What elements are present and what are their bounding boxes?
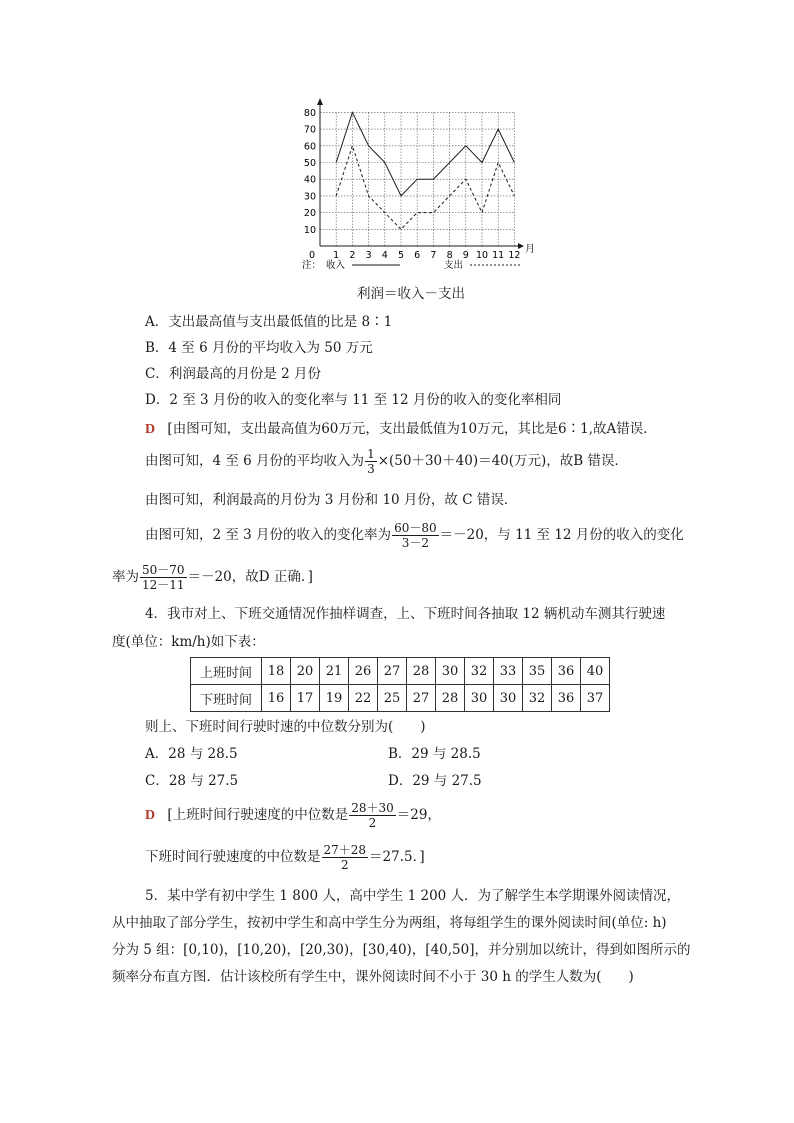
q4-stem-line-2: 度(单位：km/h)如下表： bbox=[112, 634, 265, 650]
q4-option-a: A．28 与 28.5 bbox=[145, 746, 238, 762]
x-tick-label: 9 bbox=[462, 250, 469, 261]
table-cell: 36 bbox=[552, 658, 581, 685]
table-cell: 22 bbox=[349, 685, 378, 712]
x-tick-label: 11 bbox=[492, 250, 505, 261]
table-cell: 33 bbox=[494, 658, 523, 685]
y-tick-label: 50 bbox=[303, 158, 316, 169]
chart-series bbox=[336, 112, 514, 229]
y-axis-arrow bbox=[317, 98, 323, 105]
table-cell: 25 bbox=[378, 685, 407, 712]
table-cell: 19 bbox=[320, 685, 349, 712]
table-cell: 30 bbox=[465, 685, 494, 712]
legend-expense-label: 支出 bbox=[444, 260, 464, 271]
legend-prefix: 注： bbox=[302, 260, 322, 271]
y-tick-label: 10 bbox=[303, 224, 316, 236]
q3-solution-line-3: 由图可知，利润最高的月份为 3 月份和 10 月份，故 C 错误． bbox=[145, 492, 518, 508]
x-tick-label: 4 bbox=[381, 250, 388, 261]
row-header: 下班时间 bbox=[191, 685, 262, 712]
table-cell: 28 bbox=[407, 658, 436, 685]
x-axis-arrow bbox=[518, 243, 524, 249]
q5-line-2: 从中抽取了部分学生，按初中学生和高中学生分为两组，将每组学生的课外阅读时间(单位: h) bbox=[112, 915, 667, 931]
q4-option-c: C．28 与 27.5 bbox=[145, 773, 239, 789]
x-axis-label: 月 bbox=[525, 244, 535, 255]
y-tick-label: 70 bbox=[303, 124, 316, 136]
q3-option-c: C．利润最高的月份是 2 月份 bbox=[145, 366, 322, 382]
x-tick-label: 12 bbox=[508, 250, 521, 261]
q3-answer: D bbox=[145, 422, 156, 437]
table-cell: 37 bbox=[581, 685, 610, 712]
table-cell: 20 bbox=[291, 658, 320, 685]
table-cell: 27 bbox=[407, 685, 436, 712]
table-cell: 30 bbox=[494, 685, 523, 712]
y-tick-labels bbox=[304, 108, 316, 236]
table-cell: 18 bbox=[262, 658, 291, 685]
speed-table bbox=[190, 657, 610, 712]
table-cell: 27 bbox=[378, 658, 407, 685]
q4-option-b: B．29 与 28.5 bbox=[388, 746, 481, 762]
q3-solution-line-5: 率为 $\frac{50-70}{12-11}$ ＝－20，故D 正确．] bbox=[112, 563, 313, 592]
x-tick-label: 7 bbox=[430, 250, 437, 261]
table-cell: 35 bbox=[523, 658, 552, 685]
table-cell: 28 bbox=[436, 685, 465, 712]
y-tick-label: 60 bbox=[303, 141, 316, 153]
income-expense-chart bbox=[280, 95, 550, 280]
q3-solution-line-1: D [由图可知，支出最高值为60万元，支出最低值为10万元，其比是6∶1,故A错误． bbox=[145, 421, 657, 437]
income-line bbox=[336, 112, 514, 195]
table-cell: 40 bbox=[581, 658, 610, 685]
x-tick-label: 2 bbox=[349, 250, 356, 261]
table-cell: 32 bbox=[465, 658, 494, 685]
q5-line-4: 频率分布直方图．估计该校所有学生中，课外阅读时间不小于 30 h 的学生人数为( ) bbox=[112, 969, 634, 985]
table-cell: 26 bbox=[349, 658, 378, 685]
x-tick-label: 10 bbox=[475, 250, 489, 261]
q4-solution-line-2: 下班时间行驶速度的中位数是 $\frac{27+28}{2}$ ＝27.5．] bbox=[145, 843, 425, 872]
x-tick-label: 1 bbox=[333, 250, 340, 261]
x-tick-label: 3 bbox=[365, 250, 372, 261]
legend-income-label: 收入 bbox=[326, 260, 346, 271]
q3-option-d: D．2 至 3 月份的收入的变化率与 11 至 12 月份的收入的变化率相同 bbox=[145, 392, 562, 408]
y-tick-label: 80 bbox=[303, 107, 316, 119]
table-cell: 16 bbox=[262, 685, 291, 712]
q3-option-b: B．4 至 6 月份的平均收入为 50 万元 bbox=[145, 340, 373, 356]
table-row bbox=[191, 658, 610, 685]
table-cell: 30 bbox=[436, 658, 465, 685]
chart-axes bbox=[317, 98, 524, 249]
chart-caption: 利润＝收入－支出 bbox=[357, 286, 465, 302]
q5-line-1: 5．某中学有初中学生 1 800 人，高中学生 1 200 人．为了解学生本学期课外阅读情况， bbox=[145, 888, 681, 904]
q3-solution-line-4: 由图可知，2 至 3 月份的收入的变化率为 $\frac{60-80}{3-2}$ ＝－20，与 11 至 12 月份的收入的变化 bbox=[145, 521, 684, 550]
expense-line bbox=[336, 146, 514, 230]
x-tick-label: 0 bbox=[308, 250, 316, 261]
q4-answer: D bbox=[145, 808, 156, 823]
y-tick-label: 40 bbox=[303, 174, 316, 186]
q4-option-d: D．29 与 27.5 bbox=[388, 773, 482, 789]
q4-stem-line-1: 4．我市对上、下班交通情况作抽样调查，上、下班时间各抽取 12 辆机动车测其行驶速 bbox=[145, 606, 666, 622]
q4-question: 则上、下班时间行驶时速的中位数分别为( ) bbox=[145, 719, 426, 735]
row-header: 上班时间 bbox=[191, 658, 262, 685]
q4-solution-line-1: D [上班时间行驶速度的中位数是 $\frac{28+30}{2}$ ＝29， bbox=[145, 801, 441, 830]
x-tick-label: 8 bbox=[446, 250, 453, 261]
q5-line-3: 分为 5 组：[0,10)，[10,20)，[20,30)，[30,40)，[40,50]，并分别加以统计，得到如图所示的 bbox=[112, 942, 691, 958]
y-tick-label: 20 bbox=[303, 208, 316, 220]
table-row bbox=[191, 685, 610, 712]
table-cell: 36 bbox=[552, 685, 581, 712]
table-cell: 21 bbox=[320, 658, 349, 685]
x-tick-label: 5 bbox=[397, 250, 405, 261]
y-tick-label: 30 bbox=[303, 191, 316, 203]
q3-option-a: A．支出最高值与支出最低值的比是 8∶1 bbox=[145, 314, 393, 330]
table-cell: 17 bbox=[291, 685, 320, 712]
table-cell: 32 bbox=[523, 685, 552, 712]
x-tick-label: 6 bbox=[414, 250, 421, 261]
q3-solution-line-2: 由图可知，4 至 6 月份的平均收入为 $\frac{1}{3}$ ×(50＋30＋40)＝40(万元)，故B 错误． bbox=[145, 447, 629, 476]
